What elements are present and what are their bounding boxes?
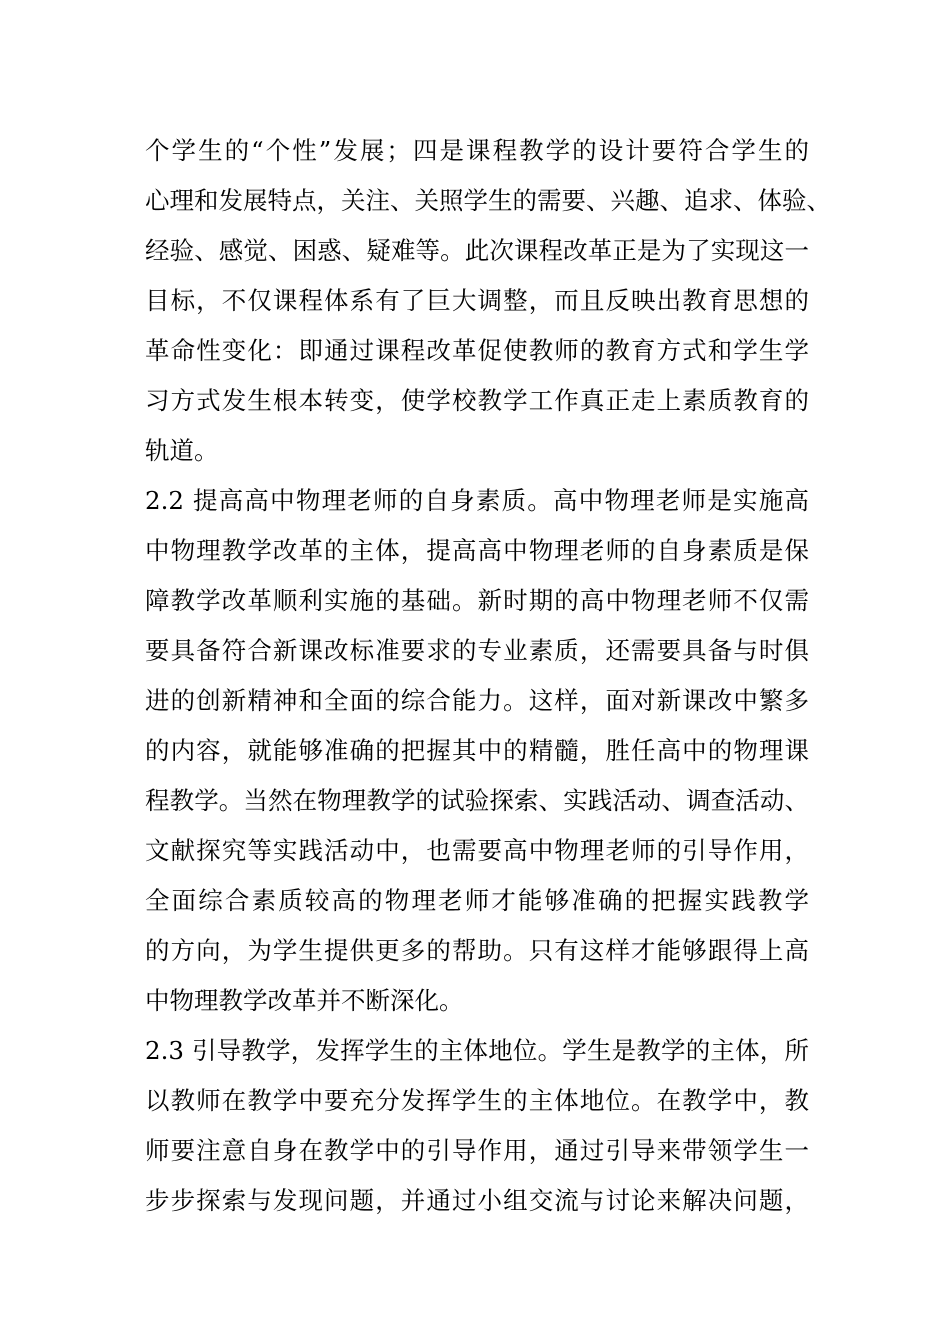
body-text-line: 文献探究等实践活动中，也需要高中物理老师的引导作用，	[145, 836, 809, 865]
section-2-3-heading-line: 2.3 引导教学，发挥学生的主体地位。学生是教学的主体，所	[145, 1036, 809, 1065]
body-text-line: 步步探索与发现问题，并通过小组交流与讨论来解决问题，	[145, 1186, 809, 1215]
body-text-line: 革命性变化：即通过课程改革促使教师的教育方式和学生学	[145, 336, 809, 365]
body-text-line: 中物理教学改革的主体，提高高中物理老师的自身素质是保	[145, 536, 809, 565]
body-text-line: 师要注意自身在教学中的引导作用，通过引导来带领学生一	[145, 1136, 809, 1165]
section-2-2-heading-line: 2.2 提高高中物理老师的自身素质。高中物理老师是实施高	[145, 486, 809, 515]
body-text-line: 个学生的“个性”发展；四是课程教学的设计要符合学生的	[145, 136, 809, 165]
body-text-line: 的内容，就能够准确的把握其中的精髓，胜任高中的物理课	[145, 736, 809, 765]
document-page	[145, 126, 831, 1226]
body-text-line: 进的创新精神和全面的综合能力。这样，面对新课改中繁多	[145, 686, 809, 715]
body-text-line: 目标，不仅课程体系有了巨大调整，而且反映出教育思想的	[145, 286, 809, 315]
paragraph-end-line: 轨道。	[145, 436, 219, 465]
body-text-line: 心理和发展特点，关注、关照学生的需要、兴趣、追求、体验、	[145, 186, 831, 215]
body-text-line: 程教学。当然在物理教学的试验探索、实践活动、调查活动、	[145, 786, 809, 815]
body-text-line: 障教学改革顺利实施的基础。新时期的高中物理老师不仅需	[145, 586, 809, 615]
body-text-line: 以教师在教学中要充分发挥学生的主体地位。在教学中，教	[145, 1086, 809, 1115]
body-text-line: 经验、感觉、困惑、疑难等。此次课程改革正是为了实现这一	[145, 236, 809, 265]
body-text-line: 要具备符合新课改标准要求的专业素质，还需要具备与时俱	[145, 636, 809, 665]
body-text-line: 习方式发生根本转变，使学校教学工作真正走上素质教育的	[145, 386, 809, 415]
body-text-line: 的方向，为学生提供更多的帮助。只有这样才能够跟得上高	[145, 936, 809, 965]
paragraph-end-line: 中物理教学改革并不断深化。	[145, 986, 464, 1015]
body-text-line: 全面综合素质较高的物理老师才能够准确的把握实践教学	[145, 886, 809, 915]
